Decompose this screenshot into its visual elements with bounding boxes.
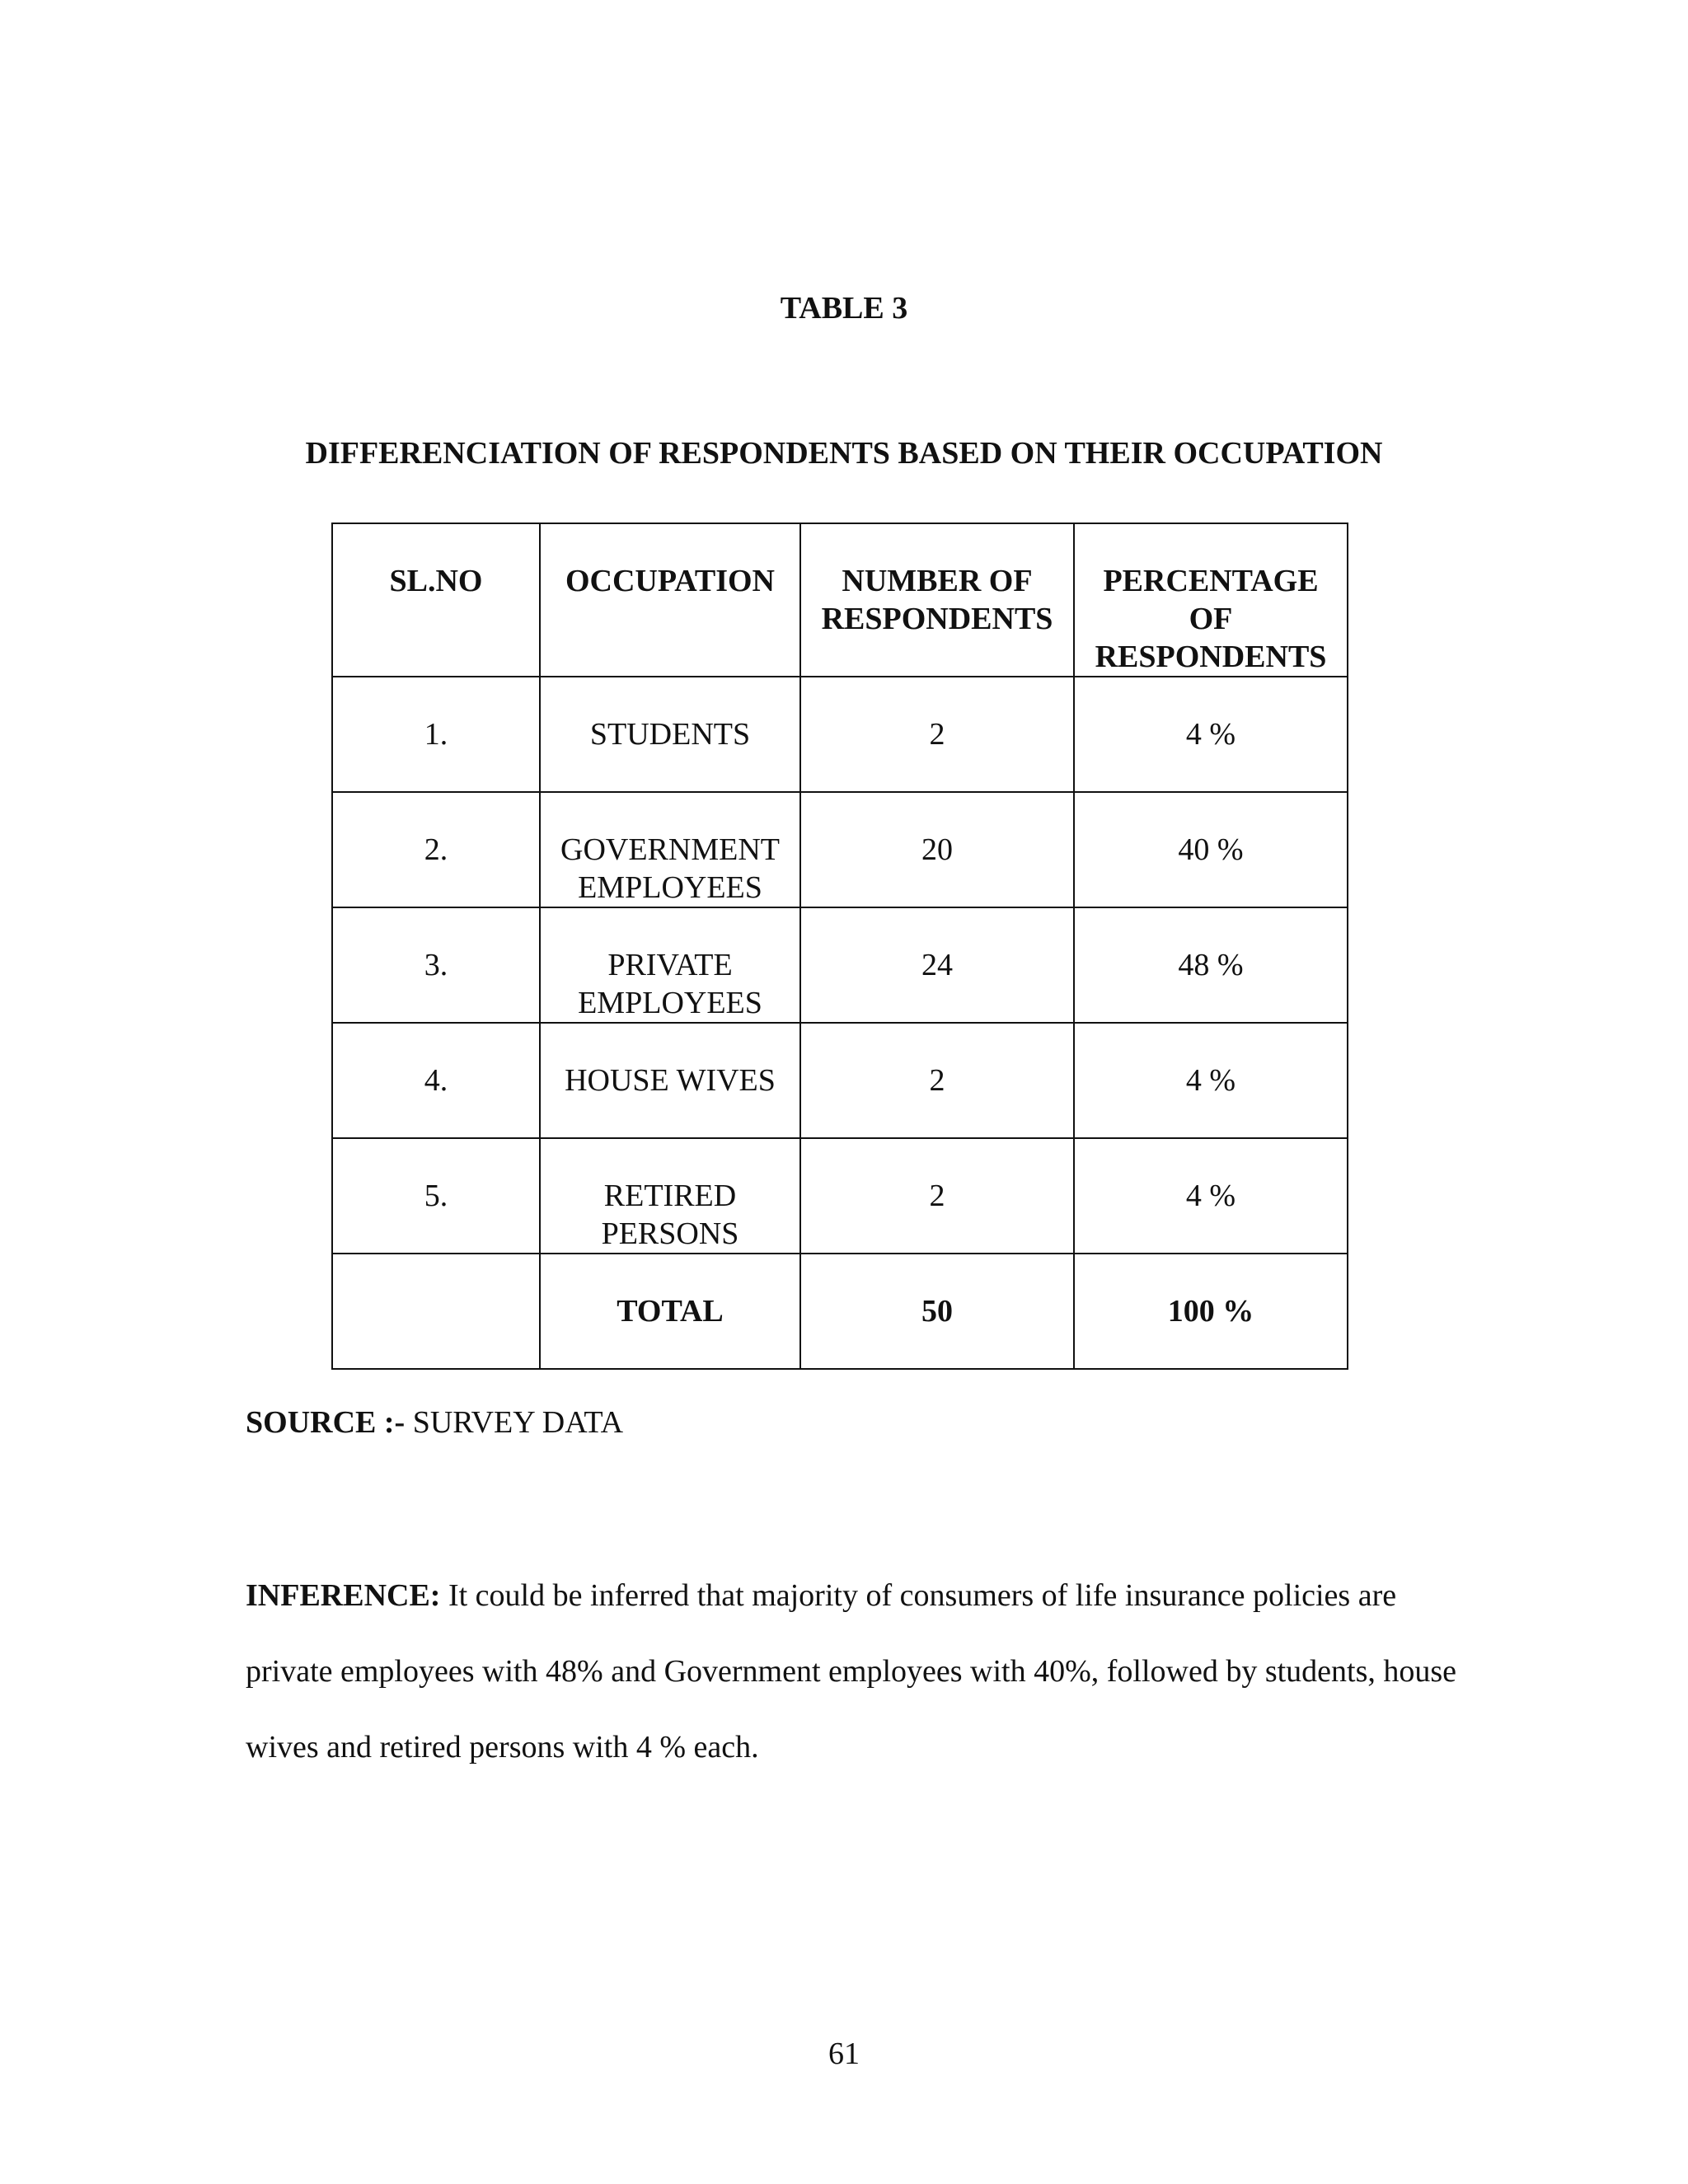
table-number: TABLE 3 — [780, 291, 908, 326]
table-row — [332, 1138, 1348, 1254]
cell-percentage: 4 % — [1074, 677, 1348, 792]
cell-number: 2 — [800, 677, 1074, 792]
table-row — [332, 907, 1348, 1023]
occupation-table — [331, 523, 1348, 1370]
table-header-row — [332, 523, 1348, 677]
header-percentage-of-respondents: PERCENTAGE OF RESPONDENTS — [1074, 523, 1348, 677]
cell-sl-no: 1. — [332, 677, 540, 792]
cell-occupation: STUDENTS — [540, 677, 800, 792]
cell-number: 20 — [800, 792, 1074, 907]
cell-total-percentage: 100 % — [1074, 1254, 1348, 1369]
cell-number: 2 — [800, 1138, 1074, 1254]
header-sl-no: SL.NO — [332, 523, 540, 677]
header-occupation: OCCUPATION — [540, 523, 800, 677]
table-title: DIFFERENCIATION OF RESPONDENTS BASED ON THEIR OCCUPATION — [305, 436, 1383, 471]
header-number-of-respondents: NUMBER OF RESPONDENTS — [800, 523, 1074, 677]
inference-paragraph — [246, 1558, 1457, 1785]
cell-sl-no: 3. — [332, 907, 540, 1023]
cell-occupation: HOUSE WIVES — [540, 1023, 800, 1138]
cell-percentage: 48 % — [1074, 907, 1348, 1023]
cell-number: 24 — [800, 907, 1074, 1023]
table-row — [332, 1023, 1348, 1138]
source-text: SURVEY DATA — [405, 1405, 624, 1440]
cell-occupation: GOVERNMENT EMPLOYEES — [540, 792, 800, 907]
cell-number: 2 — [800, 1023, 1074, 1138]
cell-percentage: 4 % — [1074, 1138, 1348, 1254]
source-line — [246, 1404, 623, 1441]
cell-percentage: 4 % — [1074, 1023, 1348, 1138]
table-total-row — [332, 1254, 1348, 1369]
cell-total-number: 50 — [800, 1254, 1074, 1369]
cell-sl-no: 2. — [332, 792, 540, 907]
cell-sl-no: 5. — [332, 1138, 540, 1254]
cell-occupation: RETIRED PERSONS — [540, 1138, 800, 1254]
table-row — [332, 792, 1348, 907]
source-label: SOURCE :- — [246, 1405, 406, 1440]
inference-label: INFERENCE: — [246, 1578, 441, 1613]
cell-percentage: 40 % — [1074, 792, 1348, 907]
table-row — [332, 677, 1348, 792]
cell-total-label: TOTAL — [540, 1254, 800, 1369]
inference-text: It could be inferred that majority of consumers of life insurance policies are private employees with 48% and Government employees with 40%, followed by students, house wives and retired persons with 4 % each. — [246, 1578, 1457, 1765]
cell-occupation: PRIVATE EMPLOYEES — [540, 907, 800, 1023]
cell-sl-no — [332, 1254, 540, 1369]
cell-sl-no: 4. — [332, 1023, 540, 1138]
page-number: 61 — [828, 2036, 860, 2071]
